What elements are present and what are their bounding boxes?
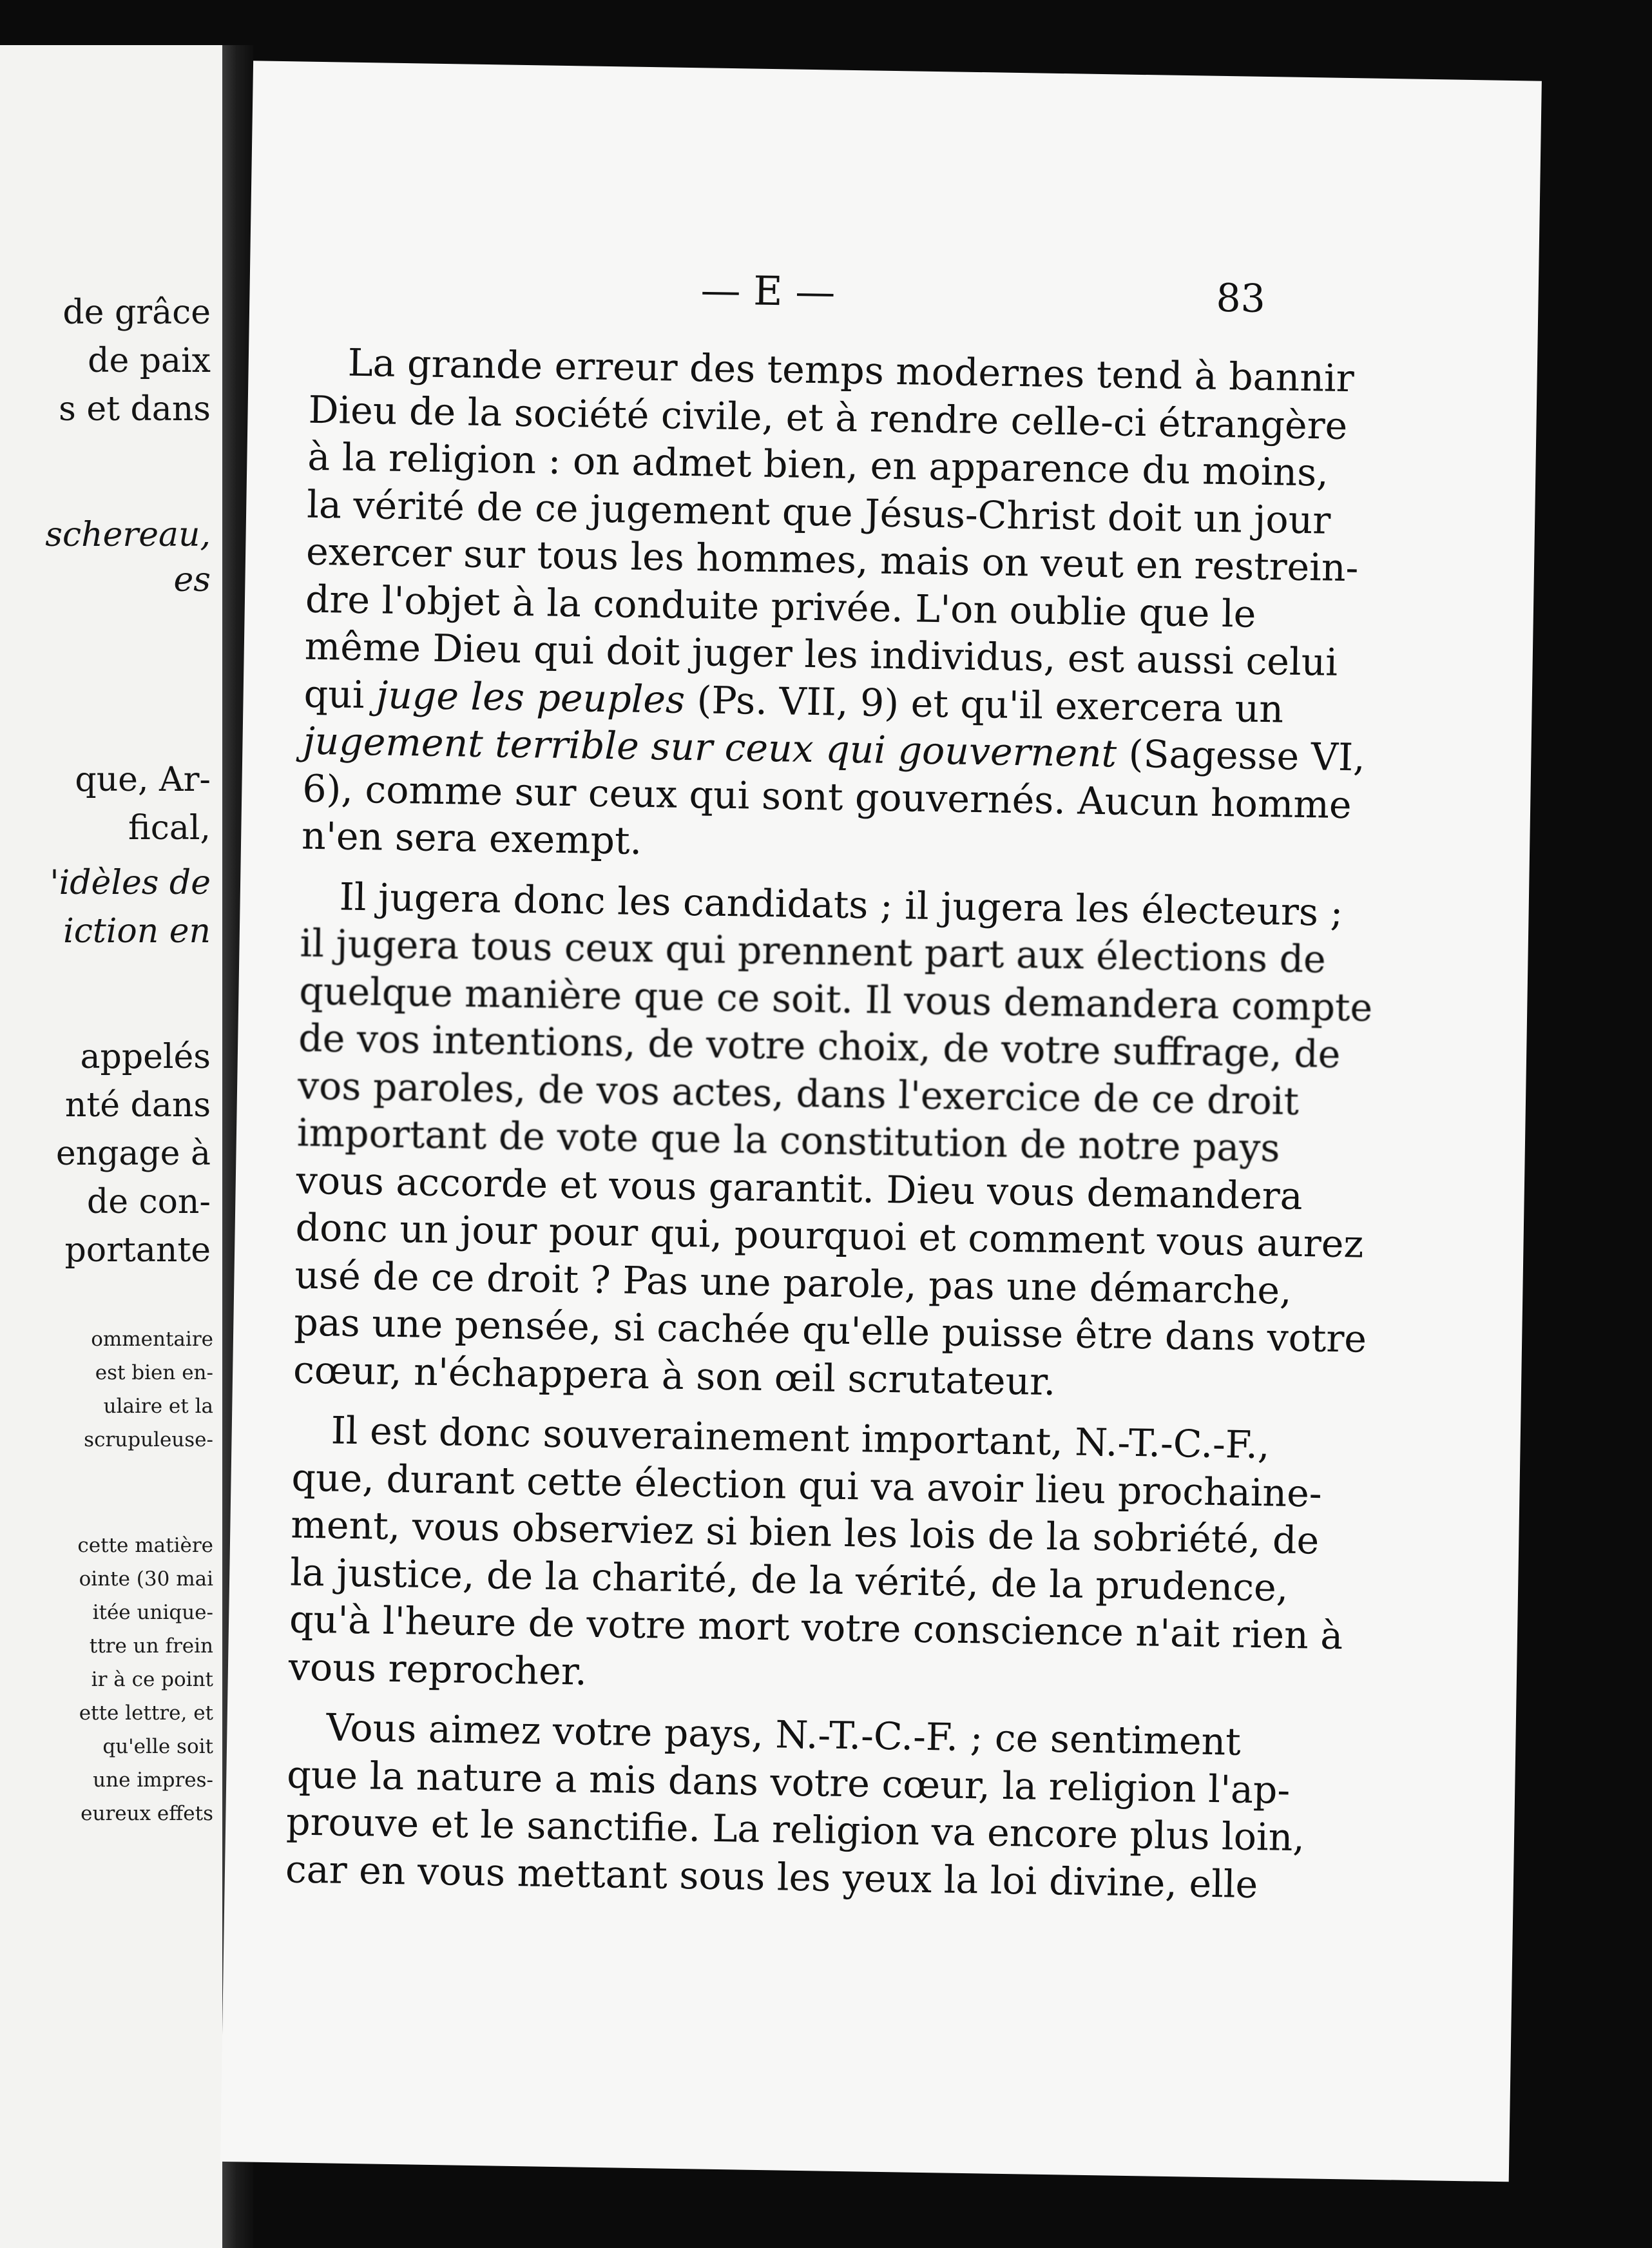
previous-page-line: portante xyxy=(64,1231,211,1270)
text-line: prouve et le sanctifie. La religion va encore plus loin, xyxy=(285,1799,1305,1860)
text-line: dre l'objet à la conduite privée. L'on oublie que le xyxy=(305,577,1256,636)
previous-page-footnote-line: ointe (30 mai xyxy=(79,1567,213,1591)
previous-page-line: s et dans xyxy=(59,390,211,429)
text-line: la vérité de ce jugement que Jésus-Christ doit un jour xyxy=(306,482,1331,543)
previous-page-footnote-line: scrupuleuse- xyxy=(84,1428,213,1451)
previous-page-footnote-line: cette matière xyxy=(77,1534,213,1557)
paragraph xyxy=(285,1703,1305,1908)
previous-page-line: iction en xyxy=(63,912,211,951)
previous-page-line: schereau, xyxy=(45,516,211,554)
text-line: La grande erreur des temps modernes tend à bannir xyxy=(347,340,1355,401)
previous-page-line: 'idèles de xyxy=(50,864,211,902)
page-number: 83 xyxy=(1215,275,1266,322)
previous-page-footnote-line: est bien en- xyxy=(95,1361,213,1384)
text-line: même Dieu qui doit juger les individus, est aussi celui xyxy=(304,624,1338,684)
previous-page-footnote-line: itée unique- xyxy=(92,1601,213,1624)
text-line: à la religion : on admet bien, en apparence du moins, xyxy=(307,434,1329,495)
text-line: vous accorde et vous garantit. Dieu vous demandera xyxy=(296,1158,1303,1218)
previous-page-footnote-line: qu'elle soit xyxy=(102,1735,213,1758)
text-line: pas une pensée, si cachée qu'elle puisse être dans votre xyxy=(293,1300,1367,1361)
previous-page-line: de grâce xyxy=(62,293,211,332)
text-line: Dieu de la société civile, et à rendre celle-ci étrangère xyxy=(308,387,1348,448)
previous-page-footnote-line: ir à ce point xyxy=(91,1668,213,1691)
previous-page-line: appelés xyxy=(80,1038,211,1076)
previous-page-footnote-line: ulaire et la xyxy=(103,1395,213,1418)
text-line: ment, vous observiez si bien les lois de la sobriété, de xyxy=(290,1502,1320,1563)
body-text xyxy=(285,339,1373,1921)
text-line: important de vote que la constitution de notre pays xyxy=(296,1110,1280,1170)
text-line: usé de ce droit ? Pas une parole, pas une démarche, xyxy=(294,1253,1292,1313)
previous-page-line: de paix xyxy=(88,342,211,380)
italic-quotation: juge les peuples xyxy=(376,672,686,722)
previous-page-line: que, Ar- xyxy=(75,761,211,799)
previous-page-line: nté dans xyxy=(64,1086,211,1125)
paragraph xyxy=(301,339,1366,875)
previous-page-footnote-line: une impres- xyxy=(93,1768,213,1792)
text-line: qui juge les peuples (Ps. VII, 9) et qu'il exercera un xyxy=(303,672,1284,732)
previous-page-footnote-line: ette lettre, et xyxy=(79,1701,213,1725)
text-line: de vos intentions, de votre choix, de votre suffrage, de xyxy=(298,1016,1341,1076)
text-line: n'en sera exempt. xyxy=(301,813,642,863)
text-line: quelque manière que ce soit. Il vous demandera compte xyxy=(298,969,1373,1030)
section-letter: — E — xyxy=(700,266,836,316)
text-line: vos paroles, de vos actes, dans l'exercice de ce droit xyxy=(297,1063,1300,1123)
previous-page-footnote-line: eureux effets xyxy=(81,1802,213,1825)
previous-page-line: engage à xyxy=(55,1134,211,1173)
text-line: vous reprocher. xyxy=(288,1644,588,1694)
text-line: 6), comme sur ceux qui sont gouvernés. Aucun homme xyxy=(302,766,1352,827)
text-line: jugement terrible sur ceux qui gouvernent (Sagesse VI, xyxy=(303,719,1366,780)
running-header xyxy=(249,257,1539,329)
text-line: Il est donc souverainement important, N.-T.-C.-F., xyxy=(331,1408,1271,1468)
paragraph xyxy=(293,873,1373,1408)
text-line: exercer sur tous les hommes, mais on veut en restrein- xyxy=(305,529,1359,590)
previous-page-footnote-line: ommentaire xyxy=(91,1328,213,1351)
text-line: donc un jour pour qui, pourquoi et comment vous aurez xyxy=(295,1205,1364,1266)
text-line: que la nature a mis dans votre cœur, la religion l'ap- xyxy=(286,1752,1291,1812)
text-line: cœur, n'échappera à son œil scrutateur. xyxy=(293,1348,1056,1404)
previous-page-line: de con- xyxy=(86,1183,211,1221)
previous-page-fragment xyxy=(0,45,222,2248)
text-line: qu'à l'heure de votre mort votre conscience n'ait rien à xyxy=(289,1597,1343,1658)
paragraph xyxy=(288,1407,1343,1706)
page-83 xyxy=(220,61,1542,2182)
previous-page-line: es xyxy=(173,561,211,599)
text-line: que, durant cette élection qui va avoir lieu prochaine- xyxy=(291,1455,1323,1516)
text-line: Il jugera donc les candidats ; il jugera les électeurs ; xyxy=(339,875,1343,935)
text-line: car en vous mettant sous les yeux la loi divine, elle xyxy=(285,1846,1258,1906)
text-line: la justice, de la charité, de la vérité, de la prudence, xyxy=(289,1549,1289,1610)
previous-page-line: fical, xyxy=(128,809,211,848)
italic-quotation: jugement terrible sur ceux qui gouvernent xyxy=(303,719,1117,776)
previous-page-footnote-line: ttre un frein xyxy=(89,1634,213,1658)
text-line: il jugera tous ceux qui prennent part aux élections de xyxy=(300,921,1327,982)
text-line: Vous aimez votre pays, N.-T.-C.-F. ; ce sentiment xyxy=(325,1705,1242,1764)
